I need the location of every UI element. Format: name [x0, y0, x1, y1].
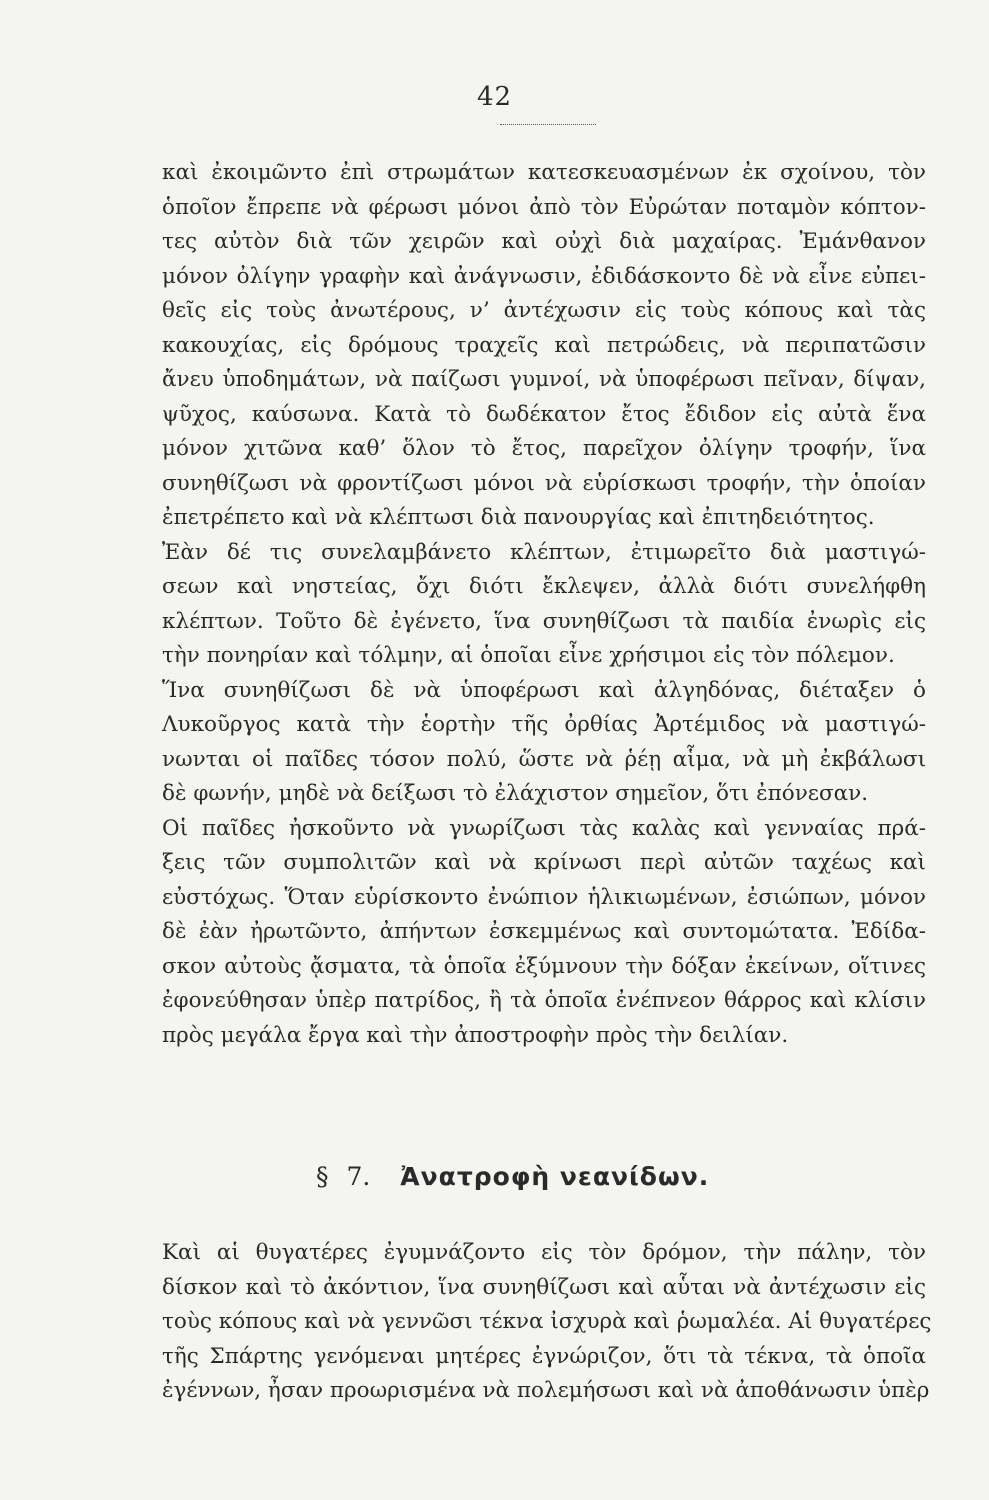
text-line: ἐπετρέπετο καὶ νὰ κλέπτωσι διὰ πανουργίας καὶ ἐπιτηδειότητος. [162, 505, 875, 530]
text-line: σκον αὐτοὺς ᾄσματα, τὰ ὁποῖα ἐξύμνουν τὴν δόξαν ἐκείνων, οἵτινες [162, 953, 926, 979]
text-line: ψῦχος, καύσωνα. Κατὰ τὸ δωδέκατον ἔτος ἔδιδον εἰς αὐτὰ ἕνα [162, 401, 926, 427]
text-line: σεων καὶ νηστείας, ὄχι διότι ἔκλεψεν, ἀλλὰ διότι συνελήφθη [162, 574, 926, 599]
text-line: κακουχίας, εἰς δρόμους τραχεῖς καὶ πετρώδεις, νὰ περιπατῶσιν [162, 332, 926, 358]
text-line: ξεις τῶν συμπολιτῶν καὶ νὰ κρίνωσι περὶ αὐτῶν ταχέως καὶ [162, 850, 926, 875]
text-line: ὁποῖον ἔπρεπε νὰ φέρωσι μόνοι ἀπὸ τὸν Εὐρώταν ποταμὸν κόπτον- [162, 194, 926, 220]
text-line: τὴν πονηρίαν καὶ τόλμην, αἱ ὁποῖαι εἶνε χρήσιμοι εἰς τὸν πόλεμον. [162, 643, 895, 668]
page-number-rule [500, 124, 596, 125]
text-line: Ἐὰν δέ τις συνελαμβάνετο κλέπτων, ἐτιμωρεῖτο διὰ μαστιγώ- [162, 539, 926, 565]
text-line: δὲ φωνήν, μηδὲ νὰ δείξωσι τὸ ἐλάχιστον σημεῖον, ὅτι ἐπόνεσαν. [162, 781, 869, 806]
paragraph-upbringing-of-boys [162, 156, 926, 1053]
text-line: μόνον ὀλίγην γραφὴν καὶ ἀνάγνωσιν, ἐδιδάσκοντο δὲ νὰ εἶνε εὐπει- [162, 263, 926, 289]
text-line: πρὸς μεγάλα ἔργα καὶ τὴν ἀποστροφὴν πρὸς τὴν δειλίαν. [162, 1022, 789, 1048]
page-number: 42 [476, 82, 513, 112]
text-line: δὲ ἐὰν ἠρωτῶντο, ἀπήντων ἐσκεμμένως καὶ συντομώτατα. Ἐδίδα- [162, 919, 926, 944]
text-line: Οἱ παῖδες ἠσκοῦντο νὰ γνωρίζωσι τὰς καλὰς καὶ γενναίας πρά- [162, 815, 926, 841]
text-line: καὶ ἐκοιμῶντο ἐπὶ στρωμάτων κατεσκευασμένων ἐκ σχοίνου, τὸν [162, 160, 926, 185]
text-line: Ἵνα συνηθίζωσι δὲ νὰ ὑποφέρωσι καὶ ἀλγηδόνας, διέταξεν ὁ [162, 677, 926, 703]
text-line: κλέπτων. Τοῦτο δὲ ἐγένετο, ἵνα συνηθίζωσι τὰ παιδία ἐνωρὶς εἰς [162, 608, 926, 634]
text-line: δίσκον καὶ τὸ ἀκόντιον, ἵνα συνηθίζωσι καὶ αὗται νὰ ἀντέχωσιν εἰς [162, 1274, 926, 1300]
section-title: Ἀνατροφὴ νεανίδων. [400, 1162, 710, 1191]
text-line: εὐστόχως. Ὅταν εὑρίσκοντο ἐνώπιον ἡλικιωμένων, ἐσιώπων, μόνον [162, 884, 926, 910]
text-line: συνηθίζωσι νὰ φροντίζωσι μόνοι νὰ εὑρίσκωσι τροφήν, τὴν ὁποίαν [162, 470, 926, 496]
text-line: μόνον χιτῶνα καθ’ ὅλον τὸ ἔτος, παρεῖχον ὀλίγην τροφήν, ἵνα [162, 436, 926, 461]
text-line: ἐγέννων, ἦσαν προωρισμένα νὰ πολεμήσωσι καὶ νὰ ἀποθάνωσιν ὑπὲρ [162, 1378, 930, 1403]
text-line: νωνται οἱ παῖδες τόσον πολύ, ὥστε νὰ ῥέῃ αἷμα, νὰ μὴ ἐκβάλωσι [162, 746, 926, 772]
text-line: τῆς Σπάρτης γενόμεναι μητέρες ἐγνώριζον, ὅτι τὰ τέκνα, τὰ ὁποῖα [162, 1343, 926, 1369]
text-line: ἄνευ ὑποδημάτων, νὰ παίζωσι γυμνοί, νὰ ὑποφέρωσι πεῖναν, δίψαν, [162, 367, 926, 392]
paragraph-upbringing-of-girls [162, 1236, 932, 1409]
text-line: Λυκοῦργος κατὰ τὴν ἑορτὴν τῆς ὀρθίας Ἀρτέμιδος νὰ μαστιγώ- [162, 712, 926, 737]
section-mark: § [316, 1162, 329, 1191]
section-number: 7. [346, 1162, 371, 1191]
text-line: Καὶ αἱ θυγατέρες ἐγυμνάζοντο εἰς τὸν δρόμον, τὴν πάλην, τὸν [162, 1240, 926, 1265]
text-line: τες αὐτὸν διὰ τῶν χειρῶν καὶ οὐχὶ διὰ μαχαίρας. Ἐμάνθανον [162, 229, 926, 254]
text-line: θεῖς εἰς τοὺς ἀνωτέρους, ν’ ἀντέχωσιν εἰς τοὺς κόπους καὶ τὰς [162, 298, 926, 323]
text-line: ἐφονεύθησαν ὑπὲρ πατρίδος, ἢ τὰ ὁποῖα ἐνέπνεον θάρρος καὶ κλίσιν [162, 988, 926, 1013]
text-line: τοὺς κόπους καὶ νὰ γεννῶσι τέκνα ἰσχυρὰ καὶ ῥωμαλέα. Αἱ θυγατέρες [162, 1309, 932, 1334]
section-heading [316, 1162, 709, 1191]
